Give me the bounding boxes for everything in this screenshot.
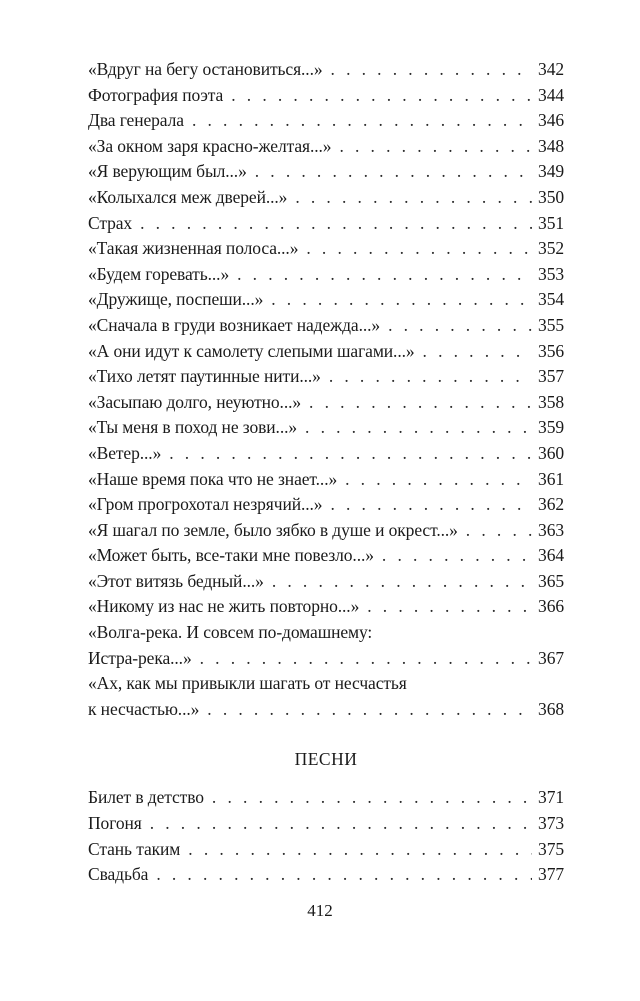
section-heading: ПЕСНИ — [294, 749, 358, 770]
toc-entry-page: 352 — [538, 238, 564, 259]
toc-entry-title: «Вдруг на бегу остановиться...» — [88, 59, 323, 79]
toc-entry-line — [88, 862, 564, 888]
dot-leader — [200, 646, 532, 672]
toc-entry-line — [88, 287, 564, 313]
toc-entry-title: «Сначала в груди возникает надежда...» — [88, 314, 381, 335]
dot-leader — [169, 441, 532, 467]
toc-entry-page: 360 — [538, 442, 564, 463]
toc-entry-line — [88, 543, 564, 569]
toc-entry-page: 365 — [538, 570, 564, 591]
dot-leader — [156, 862, 532, 888]
toc-entry-title: Два генерала — [88, 110, 184, 131]
toc-entry-line — [88, 83, 564, 109]
toc-entry — [88, 159, 564, 185]
toc-entry — [88, 543, 564, 569]
toc-entry-title: «Этот витязь бедный...» — [88, 570, 264, 591]
toc-entry — [88, 185, 564, 211]
dot-leader — [255, 159, 532, 185]
toc-entry-line — [88, 159, 564, 185]
toc-entry-line — [88, 364, 564, 390]
toc-entry — [88, 83, 564, 109]
toc-entry-title: «Ах, как мы привыкли шагать от несчастья — [88, 673, 407, 694]
toc-entry-line — [88, 620, 564, 646]
toc-entry-title: «Тихо летят паутинные нити...» — [88, 366, 321, 387]
toc-entry-line — [88, 57, 564, 83]
toc-entry-page: 359 — [538, 417, 564, 438]
toc-entry-line — [88, 441, 564, 467]
toc-entry — [88, 569, 564, 595]
toc-entry-title: Страх — [88, 212, 133, 233]
toc-entry-line — [88, 339, 564, 365]
toc-entry — [88, 313, 564, 339]
toc-entry-page: 366 — [538, 596, 564, 617]
toc-entry-line — [88, 236, 564, 262]
dot-leader — [192, 108, 532, 134]
toc-entry — [88, 108, 564, 134]
toc-entry — [88, 811, 564, 837]
toc-entry-page: 362 — [538, 494, 564, 515]
toc-entry-page: 344 — [538, 84, 564, 105]
dot-leader — [388, 313, 532, 339]
toc-entry-line — [88, 837, 564, 863]
toc-entry-page: 356 — [538, 340, 564, 361]
toc-entry — [88, 837, 564, 863]
toc-entry-title: «Я шагал по земле, было зябко в душе и окрест...» — [88, 519, 458, 540]
toc-entry-page: 348 — [538, 135, 564, 156]
toc-entry-line — [88, 108, 564, 134]
toc-entry-title: «Засыпаю долго, неуютно...» — [88, 391, 302, 412]
toc-entry — [88, 671, 564, 722]
toc-entry-line — [88, 811, 564, 837]
toc-entry — [88, 236, 564, 262]
toc-entry-line — [88, 262, 564, 288]
toc-entry-line — [88, 671, 564, 697]
toc-entry-title: «Никому из нас не жить повторно...» — [88, 596, 360, 617]
toc-entry-page: 375 — [538, 838, 564, 859]
toc-entry-line — [88, 467, 564, 493]
toc-entry — [88, 415, 564, 441]
toc-entry — [88, 862, 564, 888]
toc-entry-title: Билет в детство — [88, 787, 204, 808]
toc-entry-title: «Ветер...» — [88, 442, 162, 463]
dot-leader — [329, 364, 532, 390]
toc-entry-line — [88, 313, 564, 339]
toc-entry-page: 368 — [538, 698, 564, 719]
dot-leader — [295, 185, 532, 211]
toc-entry — [88, 441, 564, 467]
dot-leader — [367, 594, 532, 620]
dot-leader — [212, 785, 532, 811]
toc-entry-line — [88, 185, 564, 211]
toc-entry-line — [88, 134, 564, 160]
toc-entry — [88, 518, 564, 544]
toc-entry-page: 363 — [538, 519, 564, 540]
toc-entry-title: «Колыхался меж дверей...» — [88, 186, 288, 207]
toc-entry-title: «Наше время пока что не знает...» — [88, 468, 338, 489]
dot-leader — [309, 390, 532, 416]
toc-entries — [88, 57, 564, 722]
toc-entry — [88, 620, 564, 671]
toc-entry-line — [88, 518, 564, 544]
dot-leader — [207, 697, 532, 723]
toc-entry — [88, 211, 564, 237]
toc-entry-title: Истра-река...» — [88, 647, 192, 668]
dot-leader — [272, 569, 532, 595]
toc-entry-page: 373 — [538, 813, 564, 834]
toc-entry — [88, 57, 564, 83]
toc-entry-page: 353 — [538, 263, 564, 284]
toc-entry — [88, 785, 564, 811]
toc-section-entries — [88, 785, 564, 887]
toc-entry-title: Свадьба — [88, 864, 149, 885]
toc-entry-page: 342 — [538, 59, 564, 79]
dot-leader — [345, 467, 532, 493]
dot-leader — [150, 811, 532, 837]
dot-leader — [330, 492, 532, 518]
toc-entry-title: «Дружище, поспеши...» — [88, 289, 264, 310]
dot-leader — [382, 543, 532, 569]
toc-entry-line — [88, 211, 564, 237]
toc-entry-line — [88, 569, 564, 595]
toc-entry-title: «Такая жизненная полоса...» — [88, 238, 299, 259]
toc-entry — [88, 262, 564, 288]
toc-entry-title: «А они идут к самолету слепыми шагами...» — [88, 340, 415, 361]
toc-entry-title: Погоня — [88, 813, 142, 834]
dot-leader — [237, 262, 532, 288]
toc-entry-page: 350 — [538, 186, 564, 207]
dot-leader — [271, 287, 532, 313]
toc-entry-line — [88, 697, 564, 723]
dot-leader — [339, 134, 532, 160]
toc-entry — [88, 287, 564, 313]
table-of-contents — [88, 57, 564, 888]
toc-entry-line — [88, 492, 564, 518]
toc-entry-page: 349 — [538, 161, 564, 182]
toc-entry-page: 354 — [538, 289, 564, 310]
toc-entry — [88, 467, 564, 493]
toc-entry-title: Фотография поэта — [88, 84, 224, 105]
toc-entry-page: 367 — [538, 647, 564, 668]
toc-entry-title: «Ты меня в поход не зови...» — [88, 417, 298, 438]
toc-entry-title: «Гром прогрохотал незрячий...» — [88, 494, 323, 515]
dot-leader — [331, 57, 533, 83]
dot-leader — [305, 415, 532, 441]
toc-entry — [88, 339, 564, 365]
toc-entry-title: «Я верующим был...» — [88, 161, 247, 182]
dot-leader — [306, 236, 532, 262]
toc-entry-line — [88, 785, 564, 811]
toc-entry-title: «Может быть, все-таки мне повезло...» — [88, 545, 374, 566]
dot-leader — [231, 83, 532, 109]
toc-entry-page: 364 — [538, 545, 564, 566]
dot-leader — [466, 518, 532, 544]
toc-entry-page: 346 — [538, 110, 564, 131]
toc-entry-page: 357 — [538, 366, 564, 387]
toc-entry — [88, 594, 564, 620]
toc-entry-title: Стань таким — [88, 838, 181, 859]
toc-entry — [88, 134, 564, 160]
dot-leader — [423, 339, 533, 365]
toc-entry-line — [88, 646, 564, 672]
toc-entry-title: к несчастью...» — [88, 698, 200, 719]
toc-entry-page: 351 — [538, 212, 564, 233]
toc-entry-page: 371 — [538, 787, 564, 808]
toc-entry-line — [88, 415, 564, 441]
toc-entry-title: «Волга-река. И совсем по-домашнему: — [88, 622, 373, 643]
toc-entry-line — [88, 594, 564, 620]
toc-entry-title: «За окном заря красно-желтая...» — [88, 135, 332, 156]
dot-leader — [140, 211, 532, 237]
toc-entry-page: 377 — [538, 864, 564, 885]
dot-leader — [188, 837, 532, 863]
toc-entry — [88, 492, 564, 518]
toc-entry-page: 355 — [538, 314, 564, 335]
toc-entry — [88, 390, 564, 416]
toc-entry-line — [88, 390, 564, 416]
page-number: 412 — [307, 901, 333, 920]
toc-entry-page: 358 — [538, 391, 564, 412]
toc-entry-title: «Будем горевать...» — [88, 263, 230, 284]
toc-entry — [88, 364, 564, 390]
toc-entry-page: 361 — [538, 468, 564, 489]
